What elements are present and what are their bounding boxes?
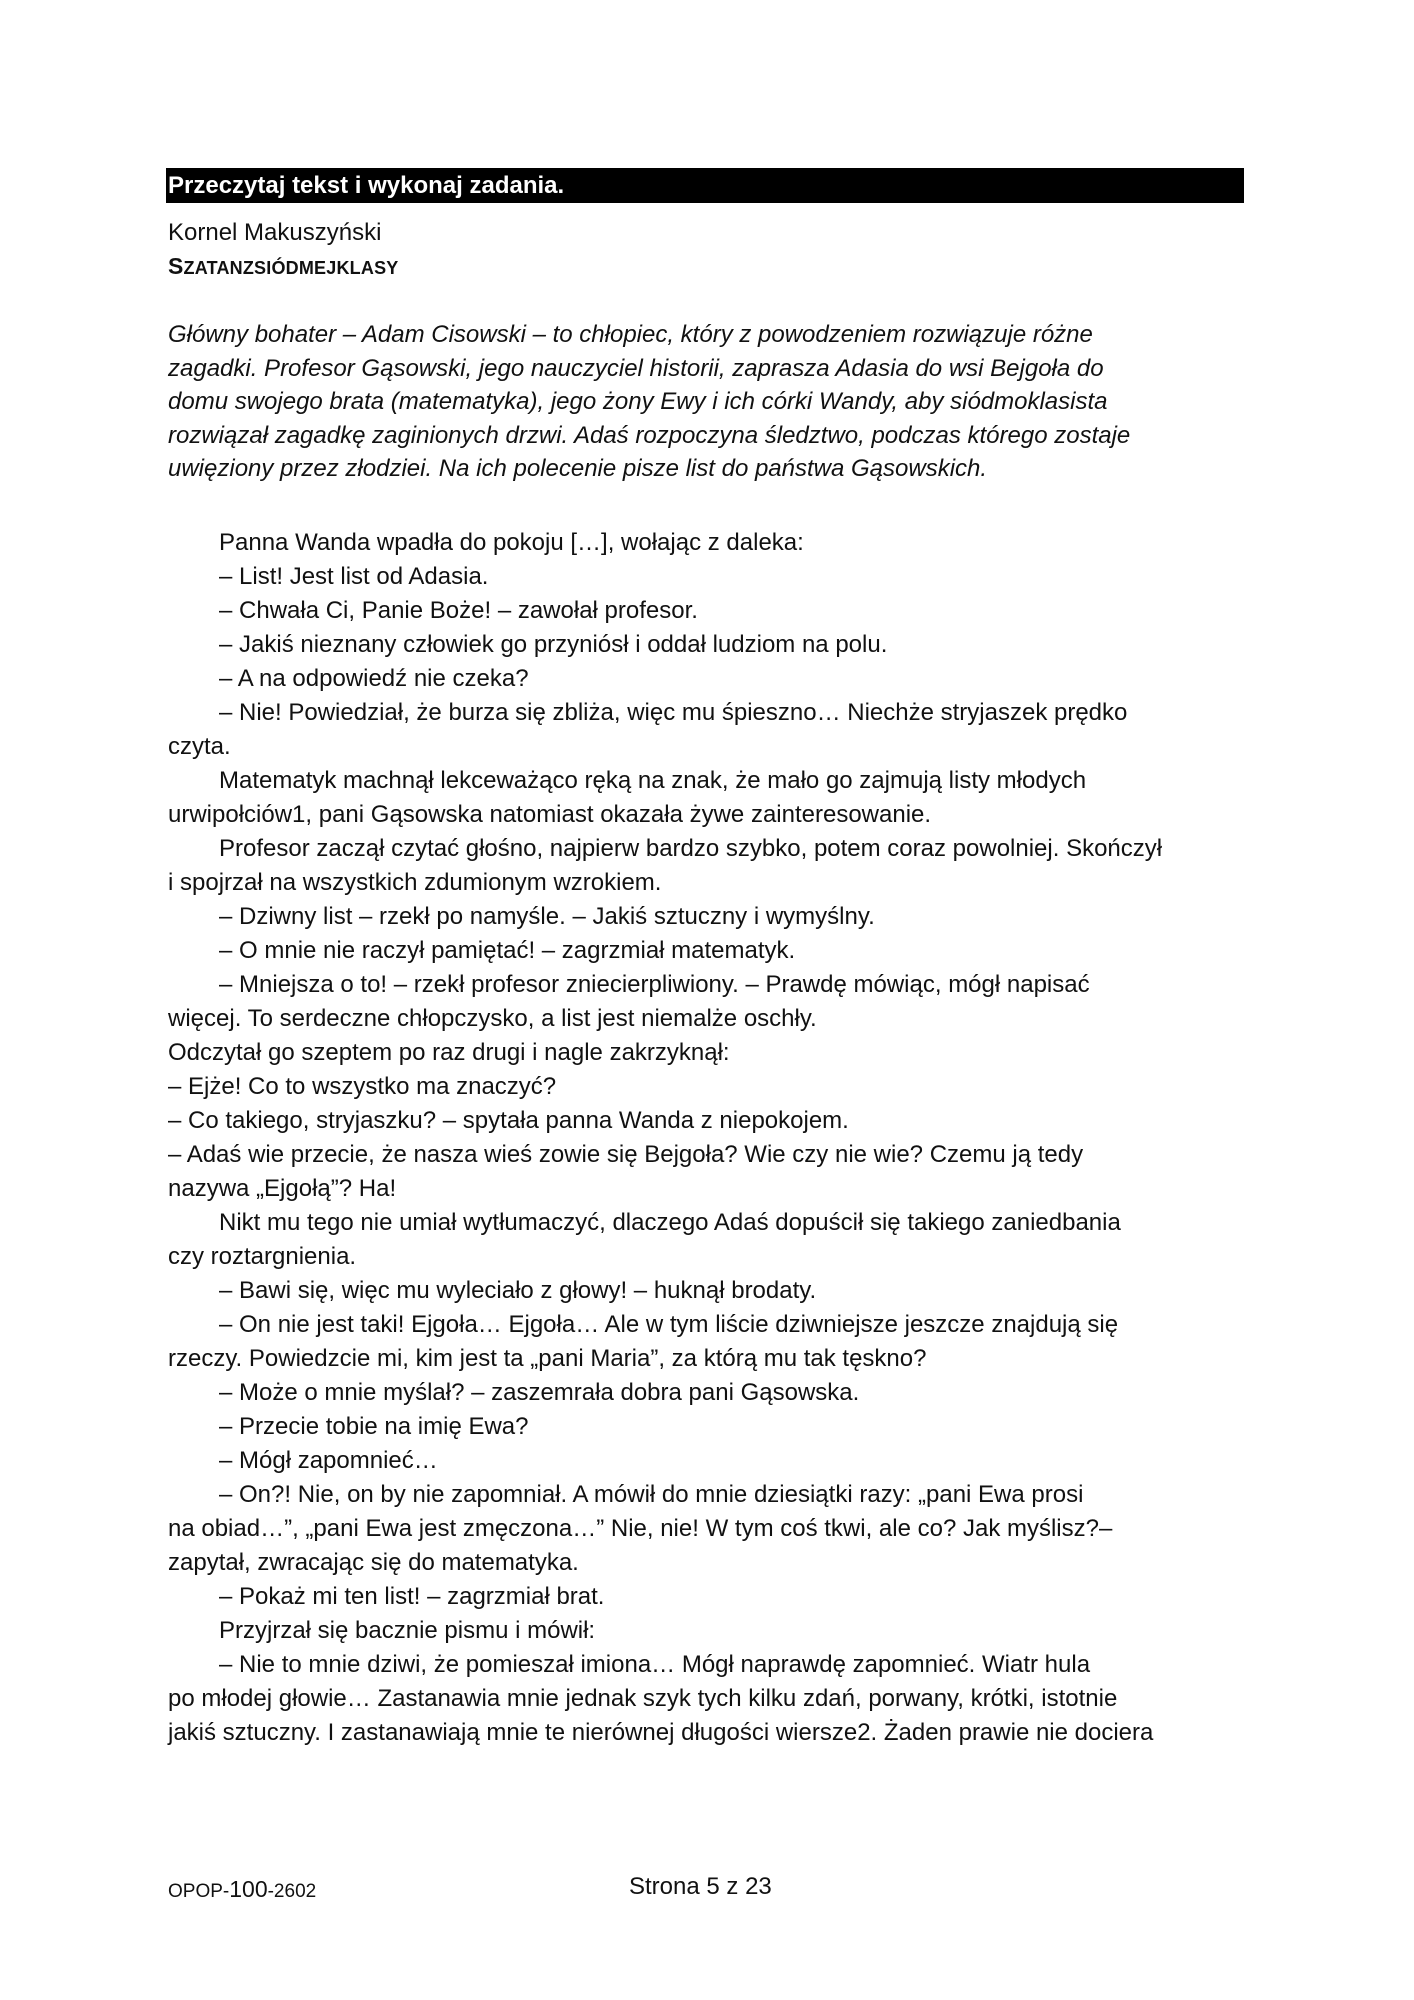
story-line: Matematyk machnął lekceważąco ręką na znak, że mało go zajmują listy młodych xyxy=(219,767,1087,794)
story-line: – Co takiego, stryjaszku? – spytała panna Wanda z niepokojem. xyxy=(168,1107,849,1134)
work-title-initial: S xyxy=(168,253,184,279)
story-line: czy roztargnienia. xyxy=(168,1243,357,1270)
story-line: – Nie! Powiedział, że burza się zbliża, więc mu śpieszno… Niechże stryjaszek prędko xyxy=(219,699,1128,726)
story-line: Przyjrzał się bacznie pismu i mówił: xyxy=(219,1617,596,1644)
work-title xyxy=(168,254,398,280)
intro-line: zagadki. Profesor Gąsowski, jego nauczyciel historii, zaprasza Adasia do wsi Bejgoła do xyxy=(168,354,1104,382)
story-line: zapytał, zwracając się do matematyka. xyxy=(168,1549,579,1576)
story-line: – Może o mnie myślał? – zaszemrała dobra pani Gąsowska. xyxy=(219,1379,860,1406)
exam-code xyxy=(168,1874,316,1907)
story-line: – O mnie nie raczył pamiętać! – zagrzmiał matematyk. xyxy=(219,937,796,964)
intro-line: domu swojego brata (matematyka), jego żony Ewy i ich córki Wandy, aby siódmoklasista xyxy=(168,388,1108,415)
exam-code-suffix: -2602 xyxy=(267,1881,317,1902)
story-line: – Chwała Ci, Panie Boże! – zawołał profesor. xyxy=(219,597,698,624)
story-line: – Mógł zapomnieć… xyxy=(219,1447,438,1474)
instruction-header: Przeczytaj tekst i wykonaj zadania. xyxy=(166,168,1244,203)
story-text xyxy=(168,526,1258,1750)
intro-line: uwięziony przez złodziei. Na ich polecenie pisze list do państwa Gąsowskich. xyxy=(168,455,988,482)
story-line: – Dziwny list – rzekł po namyśle. – Jakiś sztuczny i wymyślny. xyxy=(219,903,875,930)
story-line: po młodej głowie… Zastanawia mnie jednak szyk tych kilku zdań, porwany, krótki, istotnie xyxy=(168,1685,1118,1712)
story-line: urwipołciów1, pani Gąsowska natomiast okazała żywe zainteresowanie. xyxy=(168,801,932,828)
story-line: – Nie to mnie dziwi, że pomieszał imiona… Mógł naprawdę zapomnieć. Wiatr hula xyxy=(219,1651,1091,1678)
story-line: czyta. xyxy=(168,733,231,760)
story-line: – Pokaż mi ten list! – zagrzmiał brat. xyxy=(219,1583,605,1610)
story-line: – Bawi się, więc mu wyleciało z głowy! – huknął brodaty. xyxy=(219,1277,817,1304)
story-line: Panna Wanda wpadła do pokoju […], wołając z daleka: xyxy=(219,529,804,556)
story-line: – On?! Nie, on by nie zapomniał. A mówił do mnie dziesiątki razy: „pani Ewa prosi xyxy=(219,1481,1084,1508)
story-line: jakiś sztuczny. I zastanawiają mnie te nierównej długości wiersze2. Żaden prawie nie dociera xyxy=(168,1719,1154,1746)
story-line: – Ejże! Co to wszystko ma znaczyć? xyxy=(168,1073,557,1100)
story-line: Profesor zaczął czytać głośno, najpierw bardzo szybko, potem coraz powolniej. Skończył xyxy=(219,835,1163,862)
story-line: – Mniejsza o to! – rzekł profesor zniecierpliwiony. – Prawdę mówiąc, mógł napisać xyxy=(219,971,1090,998)
story-line: nazywa „Ejgołą”? Ha! xyxy=(168,1175,397,1202)
story-line: i spojrzał na wszystkich zdumionym wzrokiem. xyxy=(168,869,662,896)
intro-paragraph xyxy=(168,318,1244,486)
exam-code-prefix: OPOP- xyxy=(168,1881,230,1902)
story-line: rzeczy. Powiedzcie mi, kim jest ta „pani Maria”, za którą mu tak tęskno? xyxy=(168,1345,927,1372)
intro-line: rozwiązał zagadkę zaginionych drzwi. Adaś rozpoczyna śledztwo, podczas którego zostaje xyxy=(168,421,1131,449)
story-line: – Jakiś nieznany człowiek go przyniósł i oddał ludziom na polu. xyxy=(219,631,888,658)
author-name: Kornel Makuszyński xyxy=(168,219,382,246)
story-line: Odczytał go szeptem po raz drugi i nagle zakrzyknął: xyxy=(168,1039,730,1066)
story-line: – Przecie tobie na imię Ewa? xyxy=(219,1413,529,1440)
intro-line: Główny bohater – Adam Cisowski – to chłopiec, który z powodzeniem rozwiązuje różne xyxy=(168,321,1093,348)
exam-code-number: 100 xyxy=(229,1876,268,1902)
story-line: – List! Jest list od Adasia. xyxy=(219,563,489,590)
story-line: – Adaś wie przecie, że nasza wieś zowie się Bejgoła? Wie czy nie wie? Czemu ją tedy xyxy=(168,1141,1084,1168)
story-line: – A na odpowiedź nie czeka? xyxy=(219,665,529,692)
story-line: na obiad…”, „pani Ewa jest zmęczona…” Nie, nie! W tym coś tkwi, ale co? Jak myślisz?– xyxy=(168,1515,1113,1542)
story-line: więcej. To serdeczne chłopczysko, a list jest niemalże oschły. xyxy=(168,1005,817,1032)
page-number: Strona 5 z 23 xyxy=(629,1873,772,1900)
work-title-rest: ZATANZSIÓDMEJKLASY xyxy=(183,258,399,278)
story-line: – On nie jest taki! Ejgoła… Ejgoła… Ale w tym liście dziwniejsze jeszcze znajdują się xyxy=(219,1311,1119,1338)
story-line: Nikt mu tego nie umiał wytłumaczyć, dlaczego Adaś dopuścił się takiego zaniedbania xyxy=(219,1209,1121,1236)
